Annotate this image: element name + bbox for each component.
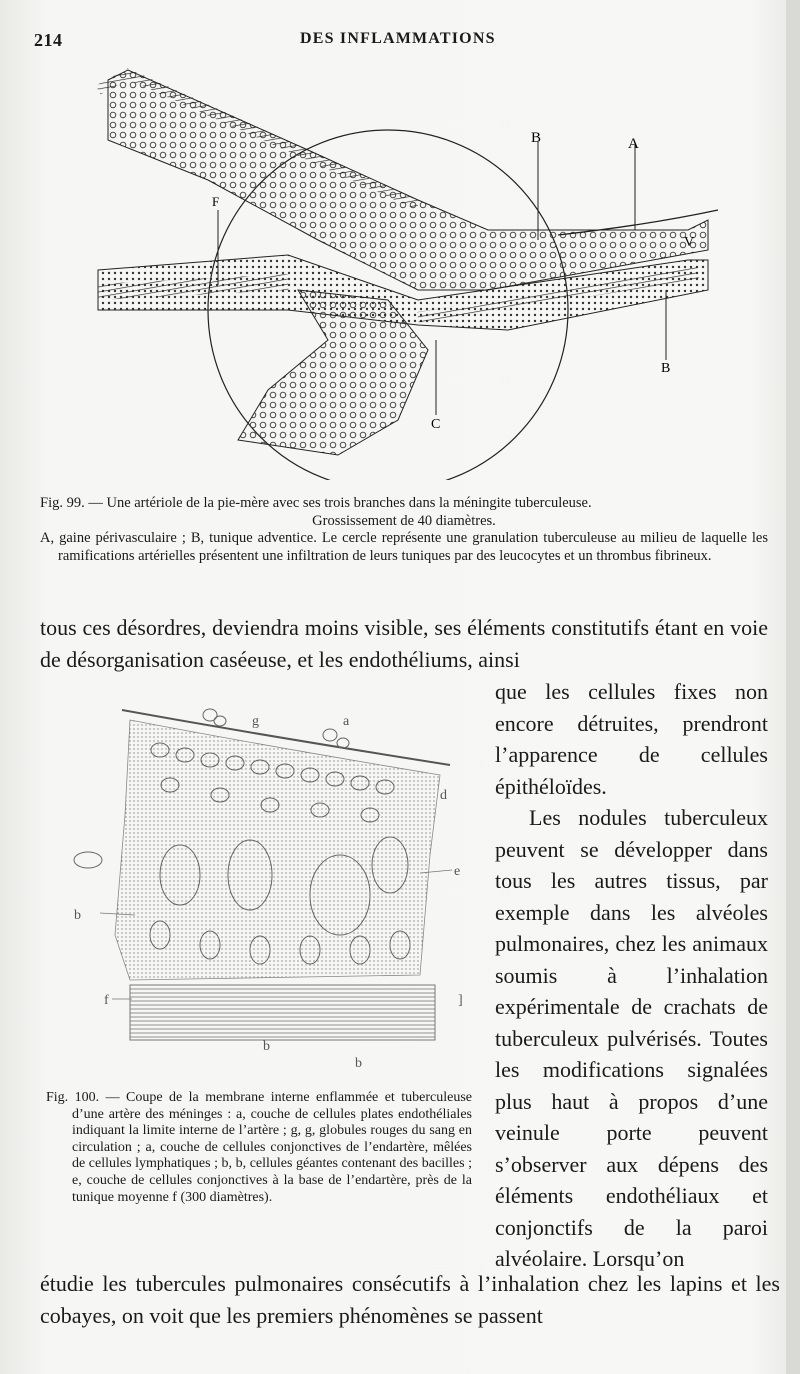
page-number: 214 [34, 30, 63, 50]
figure-99-caption-magnification: Grossissement de 40 diamètres. [312, 512, 496, 529]
media-layer [130, 985, 435, 1040]
descending-branch [238, 290, 428, 455]
fig99-label-c: C [431, 417, 441, 432]
fig100-label-b-left: b [74, 908, 81, 923]
running-title: DES INFLAMMATIONS [300, 30, 496, 47]
figure-100-endarteritis-illustration [60, 695, 480, 1075]
figure-99-caption-title: Fig. 99. — Une artériole de la pie-mère avec ses trois branches dans la méningite tuberculeuse. [40, 495, 592, 511]
column-paragraph-2: Les nodules tuberculeux peuvent se développer dans tous les autres tissus, par exemple dans les alvéoles pulmonaires, chez les animaux soumis à l’inhalation expérimentale de crachats de tuberculeux pulvérisés. Toutes les modifications signalées plus haut à propos d’une veinule porte peuvent s’observer aux dépens des éléments endothéliaux et conjonctifs de la paroi alvéolaire. Lorsqu’on [495, 805, 768, 1271]
fig100-label-b-bottom2: b [355, 1056, 362, 1071]
fig100-label-b-bottom1: b [263, 1039, 270, 1054]
figure-100-caption-text: Fig. 100. — Coupe de la membrane interne enflammée et tuberculeuse d’une artère des méninges : a, couche de cellules plates endothéliales indiquant la limite interne de l’artère ; g, g, globules rouges du sang en circulation ; a, couche de cellules conjonctives de l’endartère, mêlées de cellules lymphatiques ; b, b, cellules géantes contenant des bacilles ; e, couche de cellules conjonctives à la base de l’endartère, près de la tunique moyenne f (300 diamètres). [46, 1090, 472, 1205]
figure-99-arteriole-illustration [88, 60, 768, 480]
figure-100-caption [46, 1090, 472, 1206]
lower-wall-left [98, 282, 288, 292]
fig100-label-f: f [104, 993, 109, 1008]
fig99-label-b-right: B [661, 361, 671, 376]
figure-99-caption [40, 495, 768, 565]
fig99-label-v: V [684, 235, 695, 250]
column-paragraph-1: que les cellules fixes non encore détruites, prendront l’apparence de cellules épithéloïdes. [495, 679, 768, 799]
fig99-label-b-top: B [531, 130, 542, 146]
fig100-label-d: d [440, 788, 447, 803]
page-edge-shadow [786, 0, 800, 1374]
fig100-label-a: a [343, 714, 350, 729]
fig100-label-j: ] [458, 993, 463, 1008]
figure-99-caption-legend: A, gaine périvasculaire ; B, tunique adventice. Le cercle représente une granulation tuberculeuse au milieu de laquelle les ramifications artérielles présentent une infiltration de leurs tuniques par des leucocytes et un thrombus fibrineux. [40, 530, 768, 564]
fig99-label-a: A [628, 136, 639, 152]
fig99-label-f: F [212, 194, 220, 209]
fig100-label-g: g [252, 714, 259, 729]
right-column-text [495, 676, 768, 1275]
paragraph-top: tous ces désordres, deviendra moins visible, ses éléments constitutifs étant en voie de désorganisation caséeuse, et les endothéliums, ainsi [40, 615, 768, 672]
cell-layer [115, 720, 440, 980]
paragraph-bottom: étudie les tubercules pulmonaires consécutifs à l’inhalation chez les lapins et les cobayes, on voit que les premiers phénomènes se passent [40, 1271, 780, 1328]
fig100-label-e: e [454, 864, 461, 879]
